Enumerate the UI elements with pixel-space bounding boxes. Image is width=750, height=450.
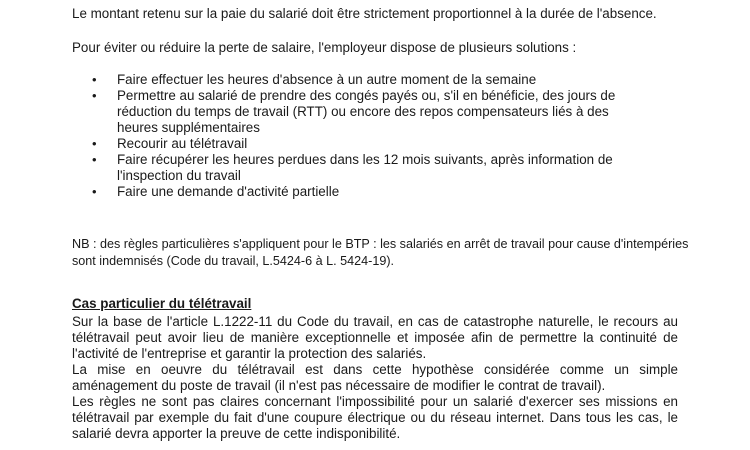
section-paragraph: Les règles ne sont pas claires concernant l'impossibilité pour un salarié d'exercer ses missions en télétravail par exemple du fait d'une coupure électrique ou du réseau internet. Dans tous les cas, le salarié devra apporter la preuve de cette indisponibilité. bbox=[72, 394, 678, 441]
list-item bbox=[0, 72, 637, 88]
nb-note: NB : des règles particulières s'appliquent pour le BTP : les salariés en arrêt de travail pour cause d'intempéries sont indemnisés (Code du travail, L.5424-6 à L. 5424-19). bbox=[72, 237, 689, 268]
bullet-icon: • bbox=[92, 184, 97, 199]
bullet-icon: • bbox=[92, 88, 97, 103]
section-heading: Cas particulier du télétravail bbox=[72, 296, 252, 311]
list-item bbox=[0, 88, 637, 136]
bullet-icon: • bbox=[92, 136, 97, 151]
solutions-paragraph: Pour éviter ou réduire la perte de salaire, l'employeur dispose de plusieurs solutions : bbox=[72, 40, 577, 55]
list-item bbox=[0, 184, 637, 200]
solutions-list bbox=[0, 72, 750, 200]
section-paragraph: La mise en oeuvre du télétravail est dans cette hypothèse considérée comme un simple aménagement du poste de travail (il n'est pas nécessaire de modifier le contrat de travail). bbox=[72, 362, 678, 393]
bullet-icon: • bbox=[92, 72, 97, 87]
list-item bbox=[0, 152, 637, 184]
bullet-icon: • bbox=[92, 152, 97, 167]
list-item-text: Faire effectuer les heures d'absence à un autre moment de la semaine bbox=[117, 72, 537, 87]
intro-paragraph: Le montant retenu sur la paie du salarié doit être strictement proportionnel à la durée de l'absence. bbox=[72, 6, 657, 21]
section-paragraph: Sur la base de l'article L.1222-11 du Code du travail, en cas de catastrophe naturelle, le recours au télétravail peut avoir lieu de manière exceptionnelle et imposée afin de permettre la continuité de l'activité de l'entreprise et garantir la protection des salariés. bbox=[72, 314, 678, 361]
list-item-text: Recourir au télétravail bbox=[117, 136, 248, 151]
list-item-text: Faire une demande d'activité partielle bbox=[117, 184, 340, 199]
list-item bbox=[0, 136, 637, 152]
list-item-text: Faire récupérer les heures perdues dans les 12 mois suivants, après information de l'inspection du travail bbox=[117, 152, 613, 183]
list-item-text: Permettre au salarié de prendre des congés payés ou, s'il en bénéficie, des jours de réduction du temps de travail (RTT) ou encore des repos compensateurs liés à des heures supplémentaires bbox=[117, 88, 616, 135]
